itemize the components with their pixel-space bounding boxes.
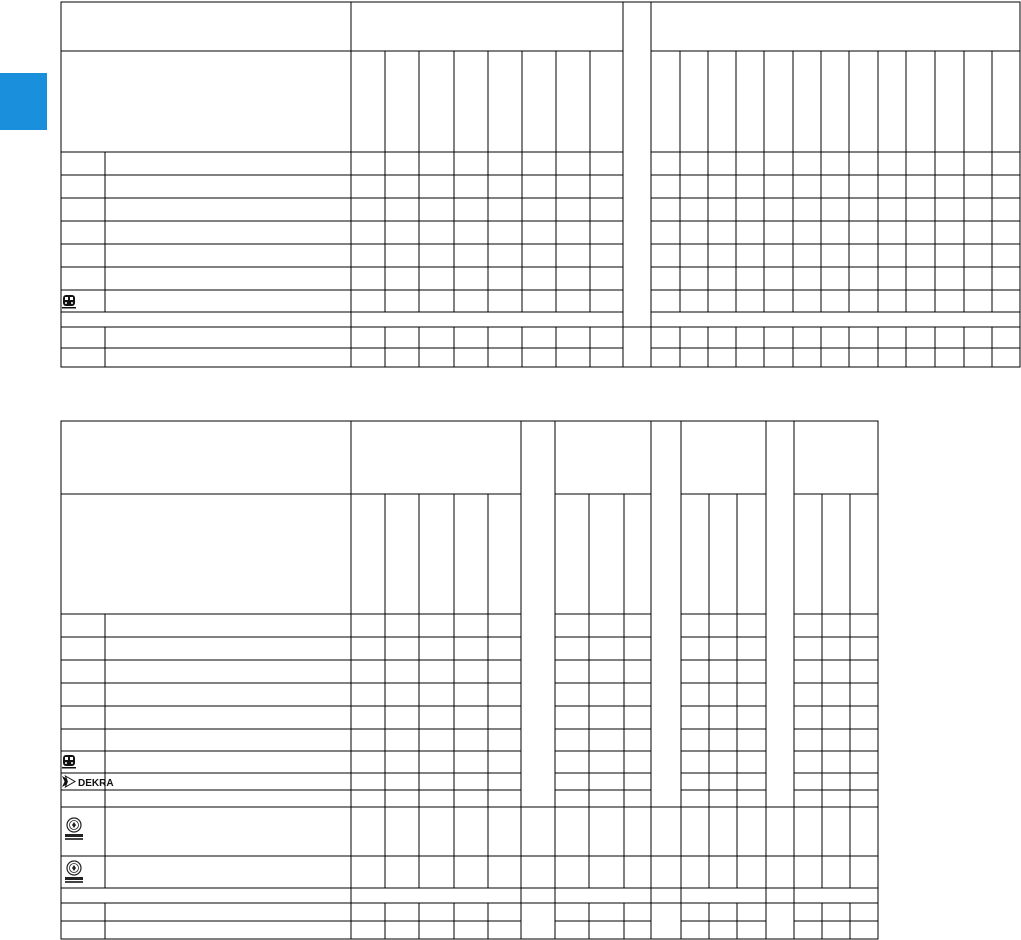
bureau-veritas-seal-icon bbox=[65, 818, 83, 840]
table-upper bbox=[61, 2, 1020, 367]
table-lower bbox=[61, 421, 878, 939]
table-lower-frame bbox=[61, 421, 878, 939]
dekra-logo bbox=[62, 776, 114, 789]
bureau-veritas-seal-icon bbox=[65, 861, 83, 883]
locomotive-certification-icon bbox=[62, 295, 76, 309]
locomotive-certification-icon bbox=[62, 755, 76, 769]
dekra-logo-text: DEKRA bbox=[78, 778, 114, 789]
